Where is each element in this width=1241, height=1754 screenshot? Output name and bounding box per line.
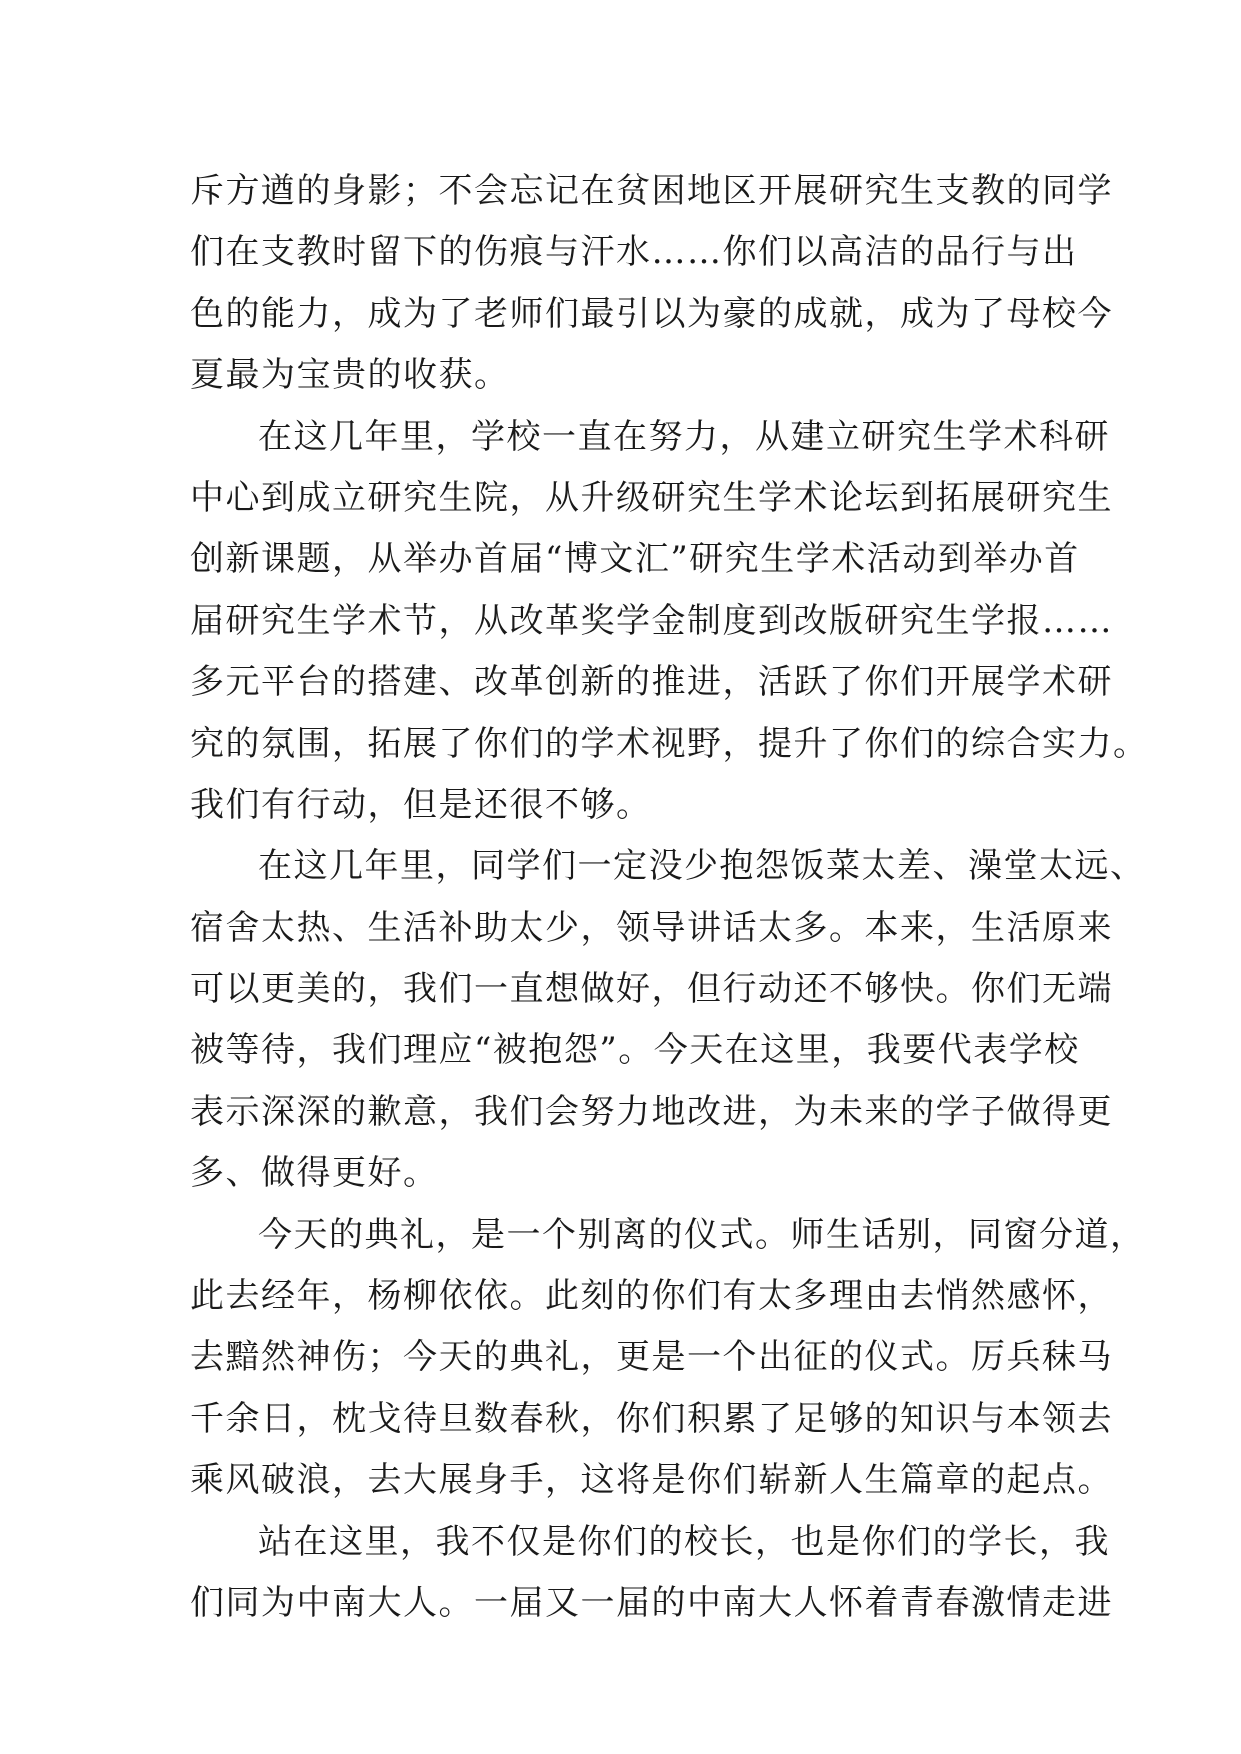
text-line: 多、做得更好。 [190, 1153, 439, 1194]
body-text [190, 161, 1149, 1634]
text-line: 我们有行动，但是还很不够。 [190, 784, 652, 825]
text-line: 斥方遒的身影；不会忘记在贫困地区开展研究生支教的同学 [190, 171, 1113, 211]
text-line: 千余日，枕戈待旦数春秋，你们积累了足够的知识与本领去 [190, 1398, 1113, 1439]
text-line: 们同为中南大人。一届又一届的中南大人怀着青春激情走进 [190, 1582, 1113, 1623]
text-line: 创新课题，从举办首届“博文汇”研究生学术活动到举办首 [190, 539, 1080, 580]
paragraph-first-line: 站在这里，我不仅是你们的校长，也是你们的学长，我 [258, 1521, 1110, 1562]
text-line: 宿舍太热、生活补助太少，领导讲话太多。本来，生活原来 [190, 907, 1113, 948]
text-line: 色的能力，成为了老师们最引以为豪的成就，成为了母校今 [190, 293, 1113, 334]
text-line: 表示深深的歉意，我们会努力地改进，为未来的学子做得更 [190, 1091, 1113, 1132]
paragraph-first-line: 在这几年里，同学们一定没少抱怨饭菜太差、澡堂太远、 [258, 846, 1146, 887]
paragraph-first-line: 在这几年里，学校一直在努力，从建立研究生学术科研 [258, 416, 1110, 457]
paragraph-first-line: 今天的典礼，是一个别离的仪式。师生话别，同窗分道， [258, 1214, 1146, 1255]
text-line: 多元平台的搭建、改革创新的推进，活跃了你们开展学术研 [190, 662, 1113, 703]
text-line: 夏最为宝贵的收获。 [190, 355, 510, 396]
text-line: 去黯然神伤；今天的典礼，更是一个出征的仪式。厉兵秣马 [190, 1337, 1113, 1378]
text-line: 可以更美的，我们一直想做好，但行动还不够快。你们无端 [190, 969, 1113, 1010]
text-line: 究的氛围，拓展了你们的学术视野，提升了你们的综合实力。 [190, 723, 1149, 764]
text-line: 此去经年，杨柳依依。此刻的你们有太多理由去悄然感怀， [190, 1276, 1113, 1317]
text-line: 届研究生学术节，从改革奖学金制度到改版研究生学报…… [190, 600, 1113, 641]
text-line: 中心到成立研究生院，从升级研究生学术论坛到拓展研究生 [190, 477, 1113, 518]
text-line: 们在支教时留下的伤痕与汗水……你们以高洁的品行与出 [190, 232, 1078, 273]
text-line: 乘风破浪，去大展身手，这将是你们崭新人生篇章的起点。 [190, 1460, 1113, 1501]
text-line: 被等待，我们理应“被抱怨”。今天在这里，我要代表学校 [190, 1030, 1080, 1071]
